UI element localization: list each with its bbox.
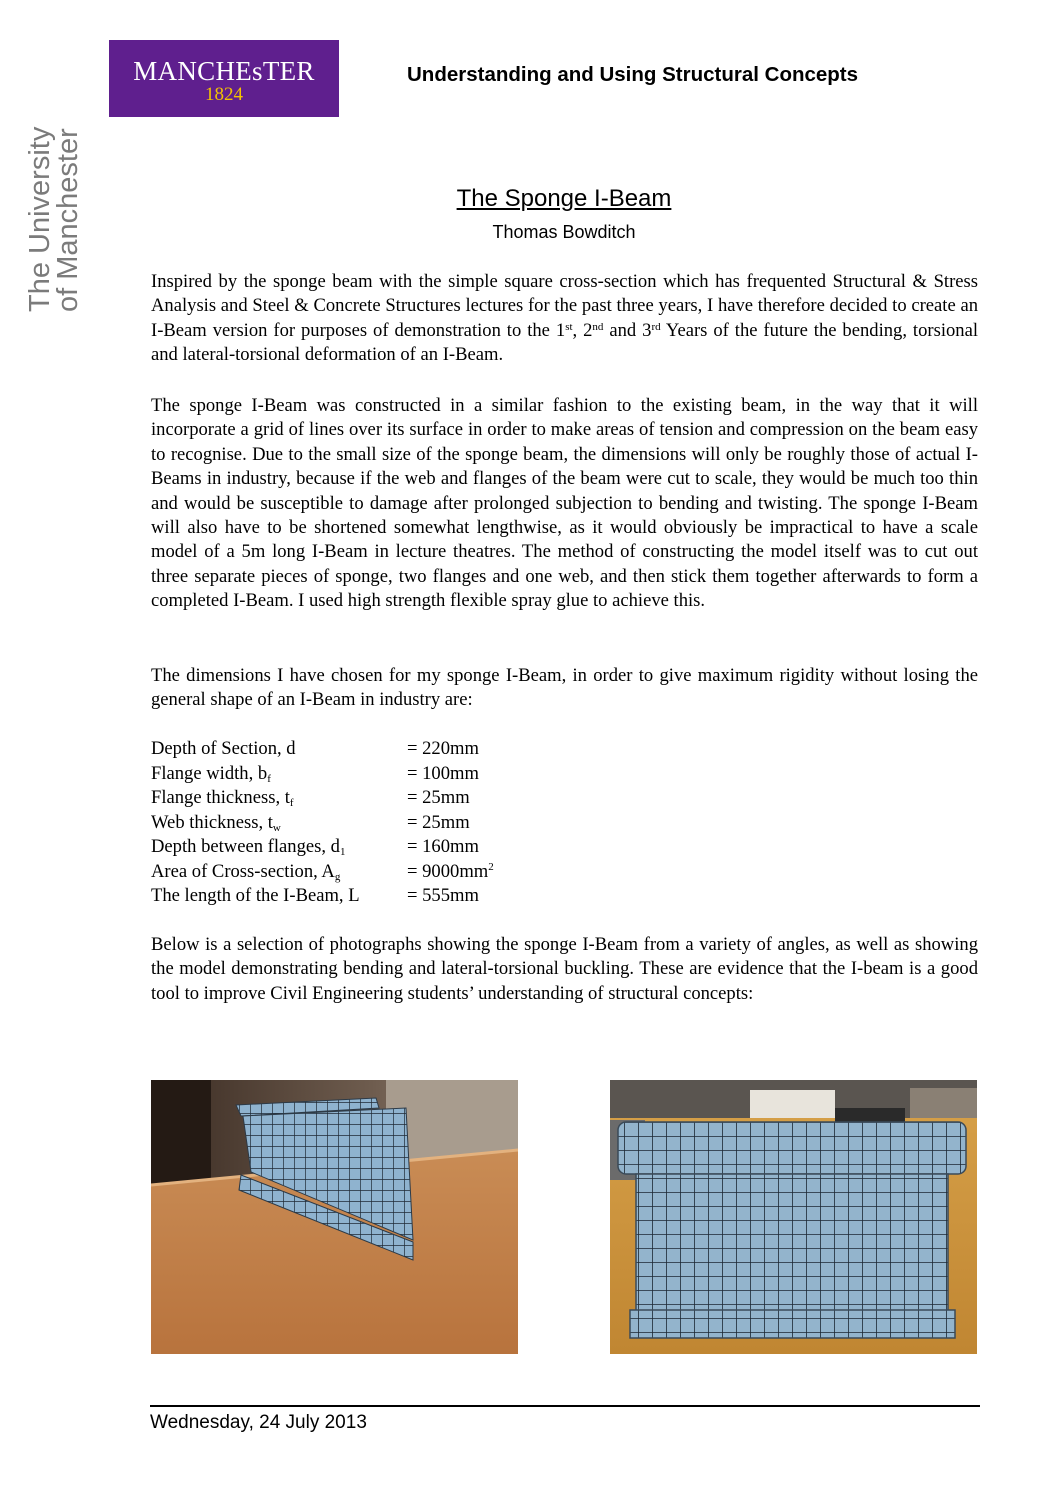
university-logo xyxy=(109,40,339,117)
header-title: Understanding and Using Structural Concepts xyxy=(407,63,859,86)
dimension-value: = 160mm xyxy=(407,836,479,857)
dimension-value: = 555mm xyxy=(407,885,479,906)
document-author: Thomas Bowditch xyxy=(492,222,636,242)
paragraph-photos-intro: Below is a selection of photographs showing the sponge I-Beam from a variety of angles, as well as showing the model demonstrating bending and lateral-torsional buckling. These are evidence that the I-beam is a good tool to improve Civil Engineering students’ understanding of structural concepts: xyxy=(151,934,978,1004)
dimension-label: Flange width, $b_f$ xyxy=(151,762,271,785)
dimension-row xyxy=(151,811,494,836)
photo-beam-angled xyxy=(151,1080,518,1354)
photo-beam-front xyxy=(610,1080,977,1354)
side-wordmark-line2: of Manchester xyxy=(52,128,84,312)
dimension-row xyxy=(151,884,494,909)
dimensions-list xyxy=(151,737,494,909)
dimension-row xyxy=(151,835,494,860)
dimension-label: The length of the I-Beam, L xyxy=(151,885,360,906)
document-title: The Sponge I-Beam xyxy=(456,185,672,212)
side-wordmark xyxy=(26,112,82,312)
dimension-value: = 220mm xyxy=(407,738,479,759)
logo-name: MANCHEsTER xyxy=(133,56,315,86)
side-wordmark-line1: The University xyxy=(24,126,56,312)
dimension-row xyxy=(151,737,494,762)
dimension-value: = $9000mm^2$ xyxy=(407,860,494,882)
footer-date: Wednesday, 24 July 2013 xyxy=(150,1412,367,1433)
dimension-label: Depth between flanges, $d_1$ xyxy=(151,836,346,858)
dimension-label: Area of Cross-section, $A_g$ xyxy=(151,860,341,883)
dimension-value: = 25mm xyxy=(407,787,470,808)
dimension-row xyxy=(151,786,494,811)
logo-year: 1824 xyxy=(205,84,243,105)
dimension-row xyxy=(151,860,494,885)
paragraph-intro: Inspired by the sponge beam with the simple square cross-section which has frequented Structural & Stress Analysis and Steel & Concrete Structures lectures for the past three years, I have therefore decided to create an I-Beam version for purposes of demonstration to the 1st, 2nd and 3rd Years of the future the bending, torsional and lateral-torsional deformation of an I-Beam. xyxy=(151,271,978,366)
dimension-label: Depth of Section, d xyxy=(151,738,296,759)
paragraph-construction: The sponge I-Beam was constructed in a similar fashion to the existing beam, in the way that it will incorporate a grid of lines over its surface in order to make areas of tension and compression on the beam easy to recognise. Due to the small size of the sponge beam, the dimensions will only be roughly those of actual I-Beams in industry, because if the web and flanges of the beam were cut to scale, they would be much too thin and would be susceptible to damage after prolonged subjection to bending and twisting. The sponge I-Beam will also have to be shortened somewhat lengthwise, as it would obviously be impractical to have a scale model of a 5m long I-Beam in lecture theatres. The method of constructing the model itself was to cut out three separate pieces of sponge, two flanges and one web, and then stick them together afterwards to form a completed I-Beam. I used high strength flexible spray glue to achieve this. xyxy=(151,395,978,612)
dimension-label: Web thickness, $t_w$ xyxy=(151,811,281,834)
footer-divider xyxy=(150,1405,980,1407)
paragraph-dimensions-intro: The dimensions I have chosen for my sponge I-Beam, in order to give maximum rigidity without losing the general shape of an I-Beam in industry are: xyxy=(151,665,978,711)
dimension-value: = 100mm xyxy=(407,762,479,784)
dimension-row xyxy=(151,762,494,787)
dimension-label: Flange thickness, $t_f$ xyxy=(151,787,294,809)
dimension-value: = 25mm xyxy=(407,811,470,833)
